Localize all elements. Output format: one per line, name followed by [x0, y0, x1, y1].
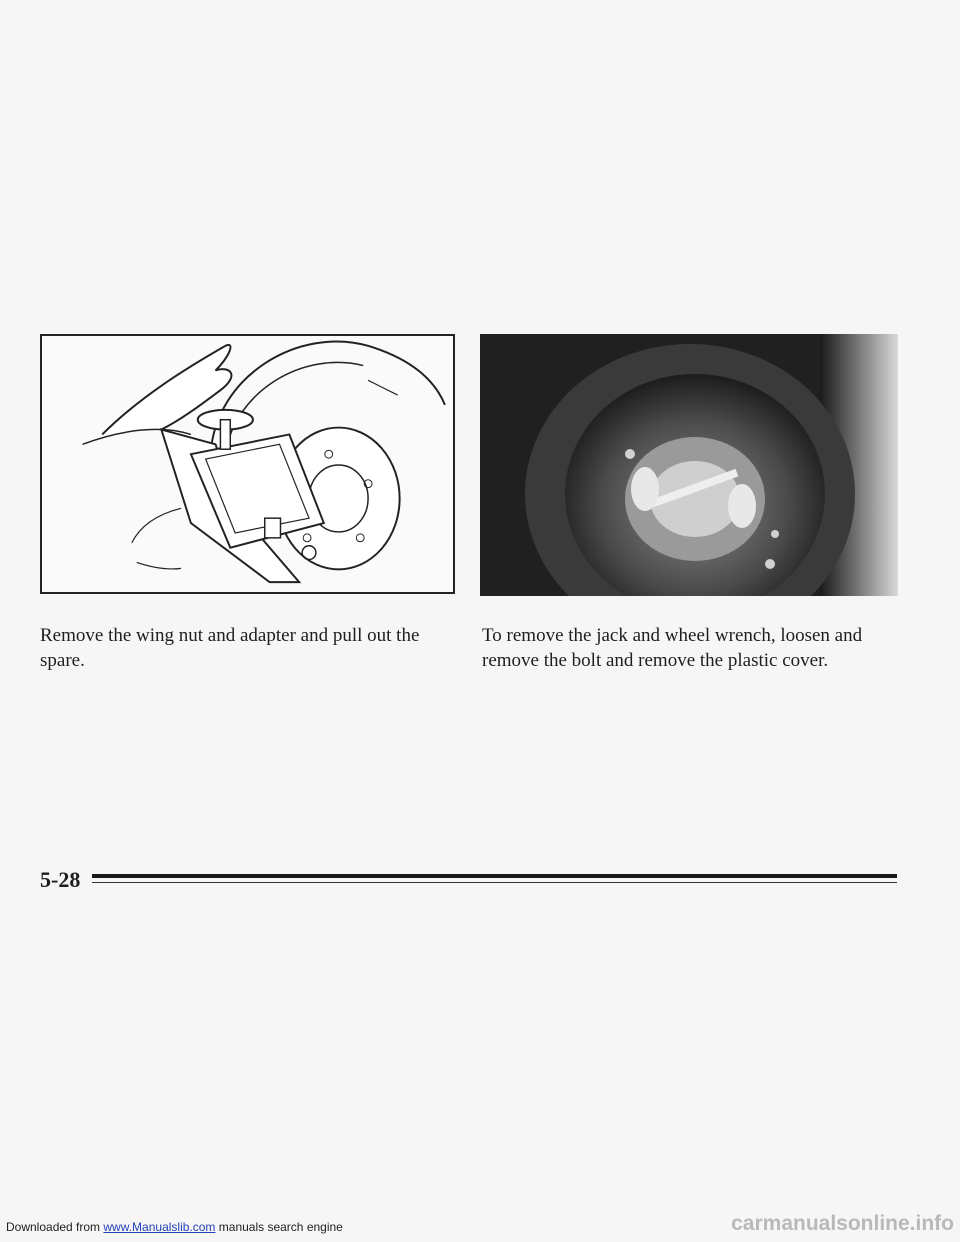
footer-rule-thick	[92, 874, 897, 878]
page-number: 5-28	[40, 867, 81, 892]
spare-tire-photo-drawing	[480, 334, 898, 596]
watermark: carmanualsonline.info	[731, 1212, 954, 1235]
footer-suffix: manuals search engine	[215, 1220, 343, 1234]
wing-nut-drawing	[42, 336, 453, 592]
caption-right: To remove the jack and wheel wrench, loosen and remove the bolt and remove the plastic cover.	[482, 625, 863, 671]
wing-nut-illustration	[40, 334, 455, 594]
footer-prefix: Downloaded from	[6, 1220, 104, 1234]
manualslib-link[interactable]: www.Manualslib.com	[103, 1220, 216, 1234]
spare-tire-photo	[480, 334, 898, 596]
download-footer	[6, 1220, 343, 1234]
caption-left: Remove the wing nut and adapter and pull out the spare.	[40, 625, 420, 671]
footer-rule-thin	[92, 882, 897, 883]
